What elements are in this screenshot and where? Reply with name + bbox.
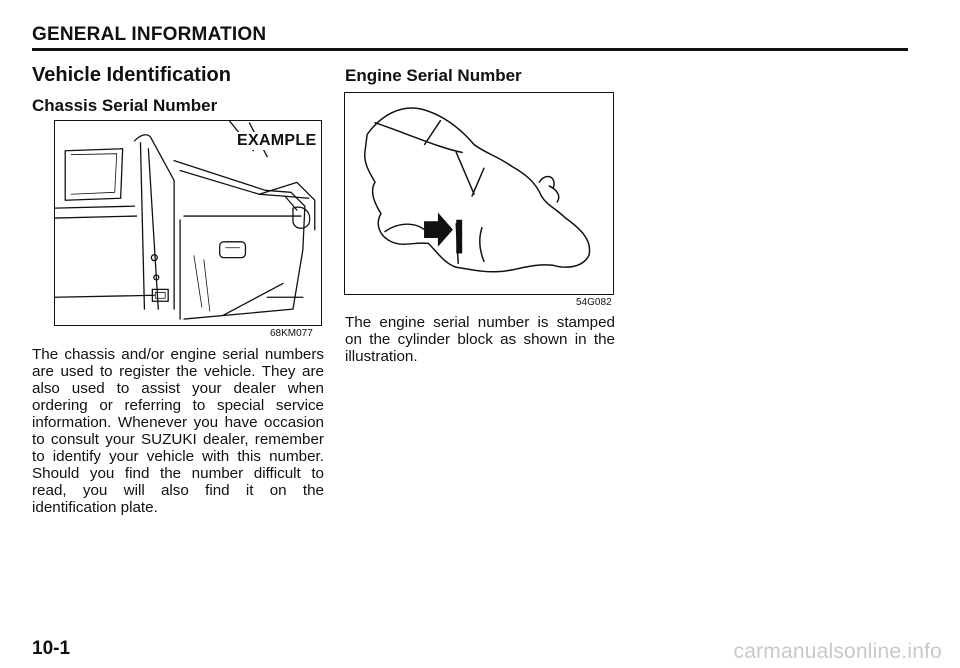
- engine-paragraph: The engine serial number is stamped on the cylinder block as shown in the illustration.: [345, 314, 615, 365]
- engine-figure-code: 54G082: [576, 297, 612, 308]
- page-title: Vehicle Identification: [32, 64, 231, 86]
- chassis-illustration: [54, 120, 322, 326]
- watermark: carmanualsonline.info: [733, 640, 942, 663]
- header-rule: [32, 48, 908, 51]
- car-door-drawing: [55, 121, 321, 325]
- chassis-figure-code: 68KM077: [270, 328, 313, 339]
- example-label: EXAMPLE: [237, 132, 317, 149]
- page-number: 10-1: [32, 638, 71, 659]
- chassis-subtitle: Chassis Serial Number: [32, 96, 218, 115]
- chassis-paragraph: The chassis and/or engine serial numbers are used to register the vehicle. They are also used to assist your dealer when ordering or referring to special service information. Whenever you have occasion to consult your SUZUKI dealer, remember to identify your vehicle with this number. Should you find the number difficult to read, you will also find it on the identification plate.: [32, 346, 324, 516]
- engine-illustration: [344, 92, 614, 295]
- section-title: GENERAL INFORMATION: [32, 24, 267, 45]
- engine-subtitle: Engine Serial Number: [345, 66, 522, 85]
- engine-block-drawing: [345, 93, 613, 294]
